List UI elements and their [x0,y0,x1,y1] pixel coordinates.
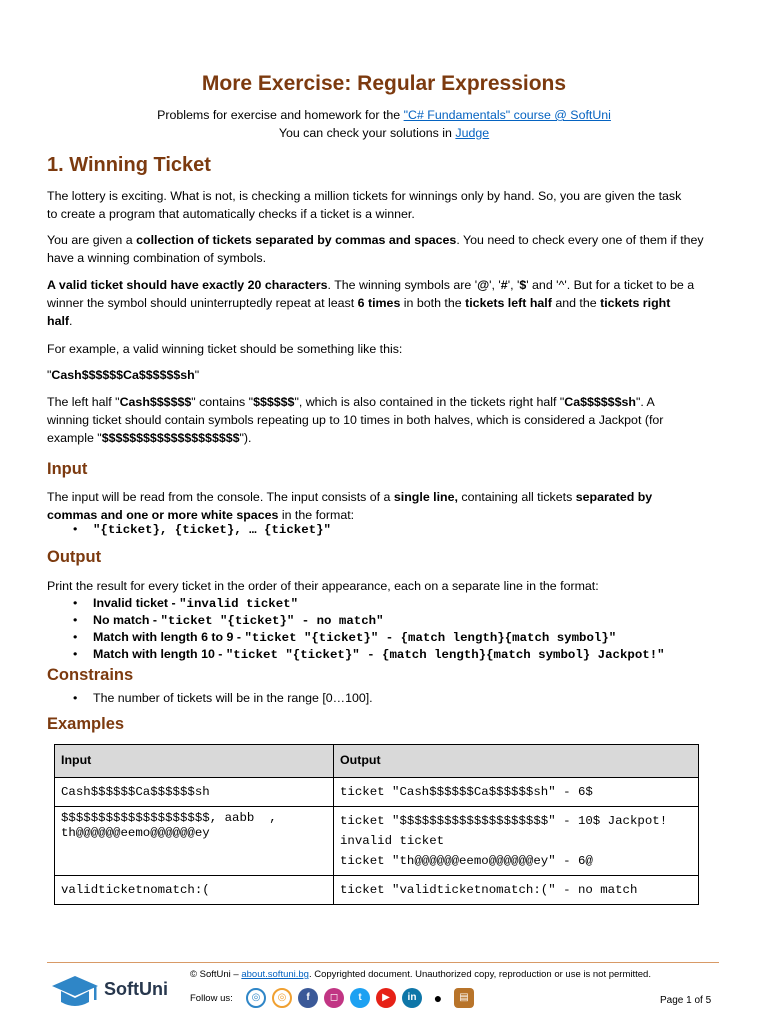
list-item: • Match with length 6 to 9 - "ticket "{ticket}" - {match length}{match symbol}" [47,629,721,646]
input-cell: $$$$$$$$$$$$$$$$$$$$, aabb , th@@@@@@eemo@@@@@@ey [55,807,334,876]
page-title: More Exercise: Regular Expressions [201,72,567,95]
follow-us-label: Follow us: [190,993,233,1004]
judge-link[interactable]: Judge [455,126,490,140]
footer-copyright: © SoftUni – about.softuni.bg. Copyrighted document. Unauthorized copy, reproduction or use is not permitted. [190,969,651,980]
softuni-store-icon[interactable]: ▤ [454,988,474,1008]
subtitle-line-2: You can check your solutions in Judge [278,126,490,140]
social-icons [246,988,474,1008]
paragraph-collection: You are given a collection of tickets separated by commas and spaces. You need to check every one of them if they have a winning combination of symbols. [47,233,704,265]
column-header-input: Input [55,745,334,778]
heading-examples: Examples [47,715,125,733]
input-cell: Cash$$$$$$Ca$$$$$$sh [55,778,334,807]
linkedin-icon[interactable]: in [402,988,422,1008]
output-format-list [47,595,721,663]
input-format-list [47,521,721,538]
paragraph-output: Print the result for every ticket in the order of their appearance, each on a separate line in the format: [47,579,599,593]
youtube-icon[interactable]: ▶ [376,988,396,1008]
table-row [55,876,699,905]
subtitle-line-1: Problems for exercise and homework for the "C# Fundamentals" course @ SoftUni [157,108,611,122]
constraints-list [47,690,721,707]
output-cell: ticket "$$$$$$$$$$$$$$$$$$$$" - 10$ Jackpot! invalid ticket ticket "th@@@@@@eemo@@@@@@ey" - 6@ [334,807,699,876]
paragraph-input: The input will be read from the console. The input consists of a single line, containing all tickets separated by commas and one or more white spaces in the format: [47,490,653,522]
column-header-output: Output [334,745,699,778]
paragraph-valid-ticket: A valid ticket should have exactly 20 characters. The winning symbols are '@', '#', '$' and '^'. But for a ticket to be a winner the symbol should uninterruptedly repeat at least 6 times in both the tickets left half and the tickets right half. [47,278,695,328]
table-row [55,807,699,876]
softuni-brand: SoftUni [104,979,168,999]
github-icon[interactable]: ● [428,988,448,1008]
paragraph-example-intro: For example, a valid winning ticket should be something like this: [47,342,403,356]
section-heading-winning-ticket: 1. Winning Ticket [47,154,211,176]
list-item: • Invalid ticket - "invalid ticket" [47,595,721,612]
list-item: • Match with length 10 - "ticket "{ticket}" - {match length}{match symbol} Jackpot!" [47,646,721,663]
list-item: • The number of tickets will be in the range [0…100]. [47,690,721,707]
examples-table [54,744,699,905]
table-row [55,778,699,807]
output-cell: ticket "validticketnomatch:(" - no match [334,876,699,905]
facebook-icon[interactable]: f [298,988,318,1008]
instagram-icon[interactable]: ◻ [324,988,344,1008]
footer-divider [47,962,719,963]
paragraph-left-half: The left half "Cash$$$$$$" contains "$$$$$$", which is also contained in the tickets right half "Ca$$$$$$sh". A winning ticket should contain symbols repeating up to 10 times in both halves, which is considered a Jackpot (for example "$$$$$$$$$$$$$$$$$$$$"). [47,395,664,445]
softuni-logo-icon [50,972,100,1012]
paragraph-intro: The lottery is exciting. What is not, is checking a million tickets for winnings only by hand. So, you are given the task to create a program that automatically checks if a ticket is a winner. [47,189,682,221]
softuni-foundation-icon[interactable]: ◎ [272,988,292,1008]
heading-input: Input [47,460,88,478]
example-ticket: "Cash$$$$$$Ca$$$$$$sh" [47,368,200,382]
page-number: Page 1 of 5 [660,995,712,1006]
heading-output: Output [47,548,102,566]
table-header-row [55,745,699,778]
heading-constraints: Constrains [47,666,134,684]
softuni-icon[interactable]: ◎ [246,988,266,1008]
list-item: • "{ticket}, {ticket}, … {ticket}" [47,521,721,538]
output-cell: ticket "Cash$$$$$$Ca$$$$$$sh" - 6$ [334,778,699,807]
course-link[interactable]: "C# Fundamentals" course @ SoftUni [403,108,611,122]
about-softuni-link[interactable]: about.softuni.bg [241,969,309,980]
list-item: • No match - "ticket "{ticket}" - no match" [47,612,721,629]
twitter-icon[interactable]: t [350,988,370,1008]
input-cell: validticketnomatch:( [55,876,334,905]
